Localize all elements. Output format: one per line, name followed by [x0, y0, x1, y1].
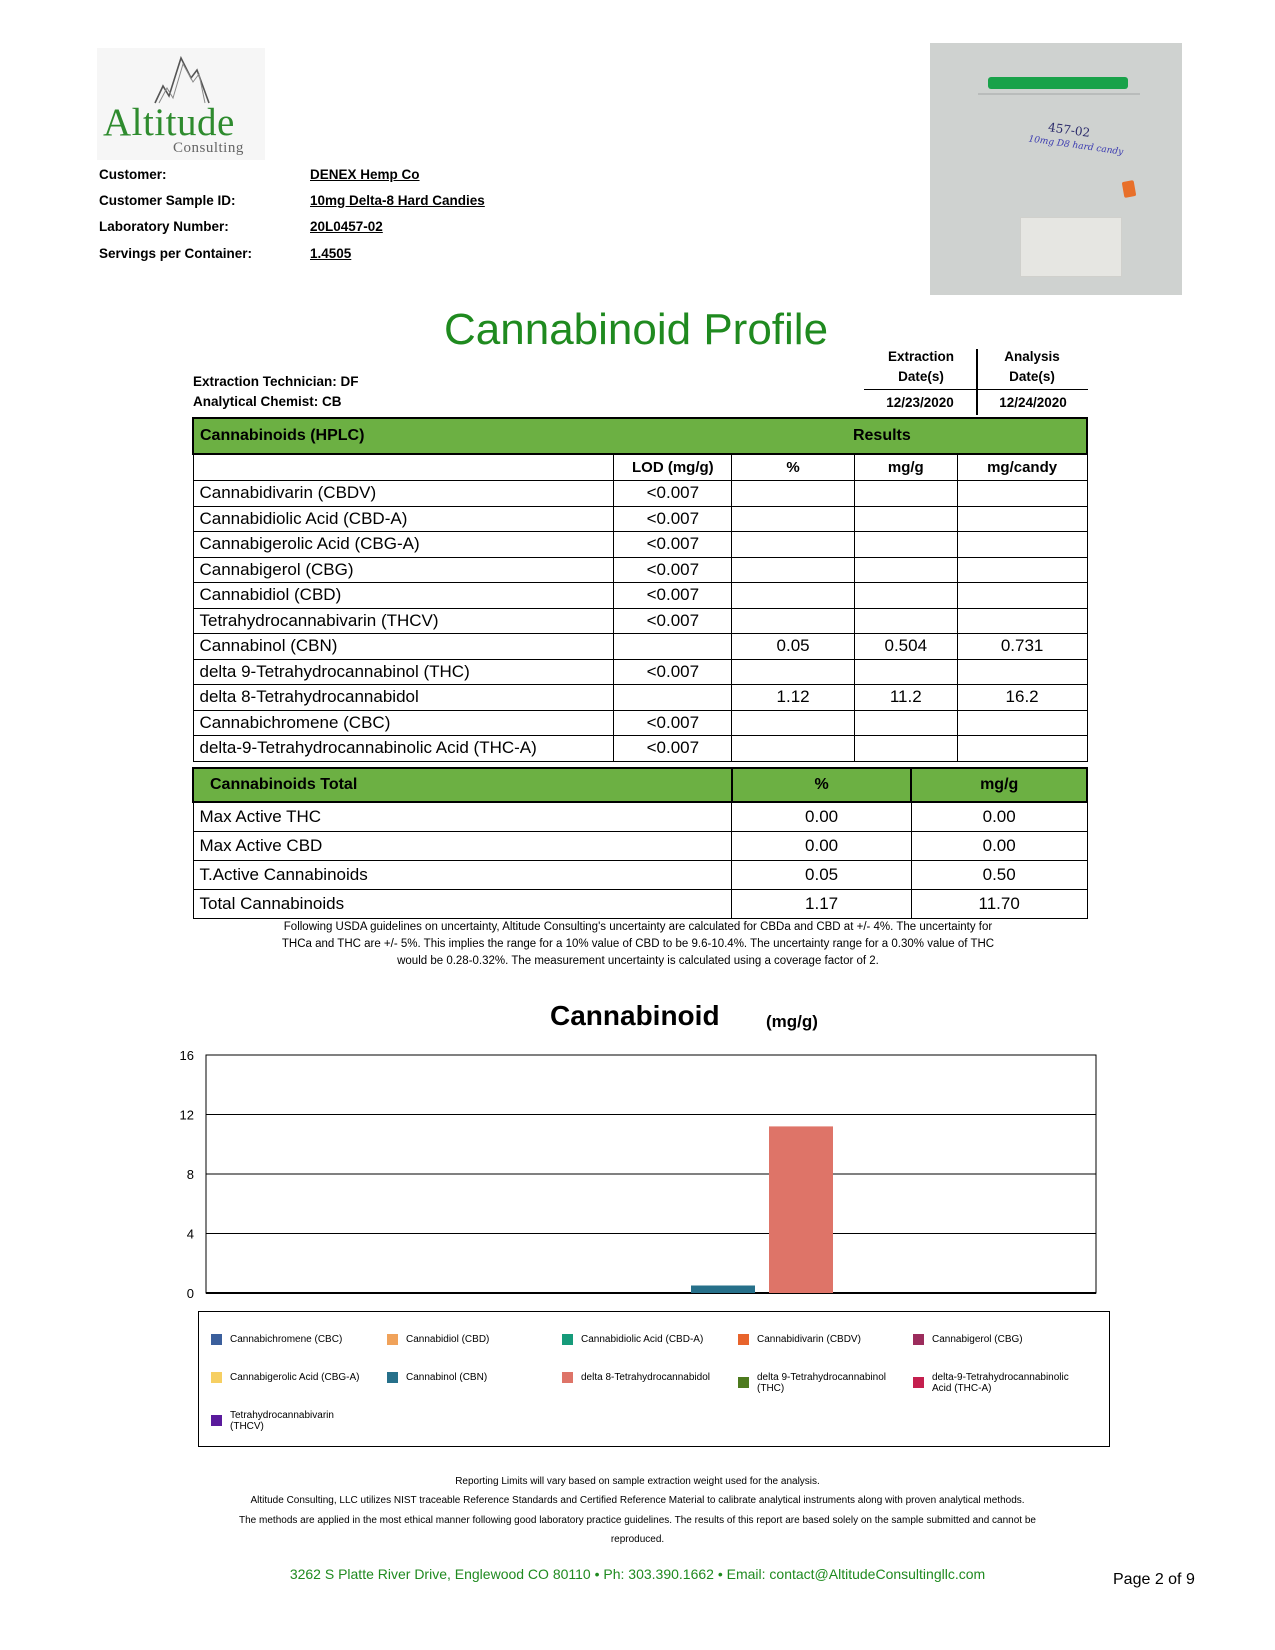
hplc-lod-value: <0.007	[614, 557, 732, 583]
analysis-head-line2: Date(s)	[1009, 369, 1055, 384]
footer-line-2: Altitude Consulting, LLC utilizes NIST traceable Reference Standards and Certified Reference Material to calibrate analytical instruments along with proven analytical methods.	[250, 1495, 1025, 1506]
y-tick-label: 8	[186, 1167, 194, 1182]
hplc-mg-candy-value: 16.2	[957, 685, 1087, 711]
legend-label-line1: Cannabidiolic Acid (CBD-A)	[581, 1334, 704, 1345]
zip-seal	[988, 77, 1128, 89]
totals-percent-column: %	[732, 768, 912, 802]
hplc-compound-name: Cannabinol (CBN)	[193, 634, 614, 660]
totals-mgg-value: 11.70	[911, 890, 1087, 919]
mountain-logo-icon	[97, 48, 265, 108]
sample-photo	[930, 43, 1182, 295]
uncertainty-line-1: Following USDA guidelines on uncertainty, Altitude Consulting's uncertainty are calculated for CBDa and CBD at +/- 4%. The uncertainty for	[283, 921, 993, 933]
legend-swatch	[913, 1334, 924, 1345]
legend-label	[581, 1334, 731, 1345]
hplc-lod-value: <0.007	[614, 710, 732, 736]
sample-id-label: Customer Sample ID:	[99, 193, 236, 208]
totals-table	[192, 767, 1088, 919]
date-rule	[864, 389, 1088, 390]
bar	[769, 1126, 833, 1293]
totals-mgg-value: 0.00	[911, 832, 1087, 861]
hplc-column-row	[193, 454, 1087, 481]
hplc-percent-value: 1.12	[732, 685, 855, 711]
hplc-compound-name: Cannabigerol (CBG)	[193, 557, 614, 583]
y-tick-label: 4	[186, 1226, 194, 1242]
sample-label-card	[1020, 217, 1122, 277]
photo-note-text: 10mg D8 hard candy	[1027, 134, 1124, 158]
analysis-date-header	[975, 347, 1089, 387]
bar	[691, 1286, 755, 1293]
legend-label-line1: Cannabidiol (CBD)	[406, 1334, 490, 1345]
legend-label-line1: Cannabigerol (CBG)	[932, 1334, 1023, 1345]
totals-mgg-value: 0.50	[911, 861, 1087, 890]
hplc-row	[193, 608, 1087, 634]
footer-line-3: The methods are applied in the most ethical manner following good laboratory practice guidelines. The results of this report are based solely on the sample submitted and cannot be	[239, 1515, 1036, 1526]
extraction-head-line2: Date(s)	[898, 369, 944, 384]
hplc-mgg-value	[854, 583, 957, 609]
totals-name: Max Active THC	[193, 802, 732, 832]
legend-swatch	[211, 1372, 222, 1383]
legend-swatch	[913, 1377, 924, 1388]
page-number: Page 2 of 9	[1113, 1571, 1195, 1588]
logo-sub: Consulting	[173, 140, 244, 156]
legend-label	[230, 1372, 380, 1383]
uncertainty-note	[232, 919, 1044, 970]
legend-swatch	[211, 1415, 222, 1426]
hplc-compound-name: Cannabigerolic Acid (CBG-A)	[193, 532, 614, 558]
hplc-compound-name: delta-9-Tetrahydrocannabinolic Acid (THC-A)	[193, 736, 614, 762]
hplc-results-table	[192, 417, 1088, 762]
legend-label-line2: Acid (THC-A)	[932, 1383, 992, 1394]
chart-unit: (mg/g)	[766, 1012, 818, 1031]
footer-line-4: reproduced.	[610, 1534, 665, 1545]
hplc-mg-candy-value	[957, 583, 1087, 609]
totals-name: Total Cannabinoids	[193, 890, 732, 919]
hplc-title: Cannabinoids (HPLC)	[193, 418, 732, 454]
hplc-compound-name: Cannabidiol (CBD)	[193, 583, 614, 609]
customer-value: DENEX Hemp Co	[310, 167, 420, 182]
hplc-name-column	[193, 454, 614, 481]
legend-label-line2: (THCV)	[230, 1421, 264, 1432]
hplc-lod-value: <0.007	[614, 736, 732, 762]
totals-percent-value: 0.00	[732, 802, 912, 832]
hplc-percent-value: 0.05	[732, 634, 855, 660]
hplc-percent-value	[732, 659, 855, 685]
hplc-compound-name: Cannabidivarin (CBDV)	[193, 481, 614, 507]
legend-label	[932, 1372, 1082, 1394]
legend-label	[757, 1334, 907, 1345]
customer-label: Customer:	[99, 167, 167, 182]
percent-column: %	[732, 454, 855, 481]
hplc-row	[193, 710, 1087, 736]
legend-label	[406, 1334, 556, 1345]
legend-label-line1: Cannabidivarin (CBDV)	[757, 1334, 861, 1345]
hplc-mg-candy-value	[957, 710, 1087, 736]
legend-swatch	[387, 1372, 398, 1383]
totals-percent-value: 0.00	[732, 832, 912, 861]
totals-mgg-column: mg/g	[911, 768, 1087, 802]
uncertainty-line-2: THCa and THC are +/- 5%. This implies the range for a 10% value of CBD to be 9.6-10.4%. The uncertainty range for a 0.30% value of THC	[281, 938, 995, 950]
y-tick-label: 16	[179, 1048, 194, 1063]
hplc-mg-candy-value	[957, 557, 1087, 583]
y-tick-label: 0	[186, 1286, 194, 1301]
company-logo	[97, 48, 265, 160]
legend-swatch	[738, 1334, 749, 1345]
legend-swatch	[738, 1377, 749, 1388]
legend-label	[230, 1410, 380, 1432]
hplc-row	[193, 506, 1087, 532]
results-label: Results	[732, 418, 1087, 454]
hplc-mg-candy-value	[957, 659, 1087, 685]
hplc-lod-value: <0.007	[614, 532, 732, 558]
hplc-mgg-value	[854, 532, 957, 558]
legend-swatch	[211, 1334, 222, 1345]
hplc-row	[193, 583, 1087, 609]
hplc-row	[193, 685, 1087, 711]
hplc-compound-name: Cannabidiolic Acid (CBD-A)	[193, 506, 614, 532]
totals-name: T.Active Cannabinoids	[193, 861, 732, 890]
legend-label-line1: Tetrahydrocannabivarin	[230, 1410, 334, 1421]
analysis-head-line1: Analysis	[1004, 349, 1060, 364]
hplc-mgg-value	[854, 481, 957, 507]
hplc-compound-name: Cannabichromene (CBC)	[193, 710, 614, 736]
servings-value: 1.4505	[310, 246, 352, 261]
hplc-lod-value: <0.007	[614, 608, 732, 634]
legend-label-line1: delta-9-Tetrahydrocannabinolic	[932, 1372, 1069, 1383]
hplc-percent-value	[732, 557, 855, 583]
hplc-mgg-value	[854, 608, 957, 634]
lab-number-label: Laboratory Number:	[99, 219, 229, 234]
hplc-mgg-value	[854, 506, 957, 532]
hplc-lod-value: <0.007	[614, 506, 732, 532]
hplc-mg-candy-value	[957, 481, 1087, 507]
lab-number-value: 20L0457-02	[310, 219, 383, 234]
hplc-lod-value: <0.007	[614, 481, 732, 507]
hplc-percent-value	[732, 506, 855, 532]
legend-swatch	[562, 1372, 573, 1383]
legend-label	[757, 1372, 907, 1394]
legend-label-line1: delta 9-Tetrahydrocannabinol	[757, 1372, 886, 1383]
hplc-mg-candy-value	[957, 608, 1087, 634]
totals-row	[193, 890, 1087, 919]
legend-label-line1: Cannabichromene (CBC)	[230, 1334, 343, 1345]
totals-title: Cannabinoids Total	[193, 768, 732, 802]
totals-row	[193, 832, 1087, 861]
footer-line-1: Reporting Limits will vary based on sample extraction weight used for the analysis.	[455, 1476, 820, 1487]
candy-sample	[1122, 180, 1137, 198]
hplc-compound-name: delta 8-Tetrahydrocannabidol	[193, 685, 614, 711]
hplc-mg-candy-value	[957, 506, 1087, 532]
hplc-row	[193, 634, 1087, 660]
legend-label-line2: (THC)	[757, 1383, 785, 1394]
legend-label	[581, 1372, 731, 1383]
mg-candy-column: mg/candy	[957, 454, 1087, 481]
hplc-title-row	[193, 418, 1087, 454]
hplc-row	[193, 736, 1087, 762]
hplc-percent-value	[732, 481, 855, 507]
analysis-date: 12/24/2020	[999, 395, 1067, 410]
legend-label-line1: delta 8-Tetrahydrocannabidol	[581, 1372, 710, 1383]
lod-column: LOD (mg/g)	[614, 454, 732, 481]
extraction-date: 12/23/2020	[886, 395, 954, 410]
cannabinoid-bar-chart	[170, 1045, 1110, 1305]
bag-edge	[978, 93, 1140, 95]
legend-label	[230, 1334, 380, 1345]
footer-address: 3262 S Platte River Drive, Englewood CO 80110 • Ph: 303.390.1662 • Email: contact@AltitudeConsultingllc.com	[289, 1566, 986, 1582]
sample-id-value: 10mg Delta-8 Hard Candies	[310, 193, 485, 208]
legend-label	[932, 1334, 1082, 1345]
chart-title: Cannabinoid	[550, 1000, 720, 1031]
hplc-compound-name: delta 9-Tetrahydrocannabinol (THC)	[193, 659, 614, 685]
mgg-column: mg/g	[854, 454, 957, 481]
page-title: Cannabinoid Profile	[444, 305, 829, 354]
hplc-lod-value: <0.007	[614, 583, 732, 609]
uncertainty-line-3: would be 0.28-0.32%. The measurement uncertainty is calculated using a coverage factor of 2.	[397, 955, 879, 967]
hplc-lod-value	[614, 634, 732, 660]
hplc-row	[193, 557, 1087, 583]
hplc-lod-value: <0.007	[614, 659, 732, 685]
hplc-mg-candy-value	[957, 532, 1087, 558]
hplc-mg-candy-value: 0.731	[957, 634, 1087, 660]
extraction-date-header	[864, 347, 978, 387]
photo-note-number: 457-02	[1047, 120, 1092, 140]
servings-label: Servings per Container:	[99, 246, 253, 261]
hplc-row	[193, 481, 1087, 507]
hplc-percent-value	[732, 608, 855, 634]
logo-brand: Altitude	[103, 101, 235, 144]
analytical-chemist: Analytical Chemist: CB	[193, 394, 342, 409]
hplc-lod-value	[614, 685, 732, 711]
hplc-mgg-value	[854, 557, 957, 583]
hplc-mgg-value: 11.2	[854, 685, 957, 711]
totals-row	[193, 802, 1087, 832]
hplc-percent-value	[732, 532, 855, 558]
hplc-mg-candy-value	[957, 736, 1087, 762]
totals-row	[193, 861, 1087, 890]
legend-swatch	[562, 1334, 573, 1345]
hplc-percent-value	[732, 583, 855, 609]
totals-title-row	[193, 768, 1087, 802]
hplc-percent-value	[732, 710, 855, 736]
totals-mgg-value: 0.00	[911, 802, 1087, 832]
hplc-compound-name: Tetrahydrocannabivarin (THCV)	[193, 608, 614, 634]
hplc-row	[193, 532, 1087, 558]
hplc-mgg-value	[854, 736, 957, 762]
hplc-mgg-value	[854, 710, 957, 736]
chart-legend	[198, 1311, 1110, 1447]
totals-percent-value: 0.05	[732, 861, 912, 890]
hplc-mgg-value: 0.504	[854, 634, 957, 660]
totals-name: Max Active CBD	[193, 832, 732, 861]
hplc-row	[193, 659, 1087, 685]
extraction-head-line1: Extraction	[887, 349, 955, 364]
totals-percent-value: 1.17	[732, 890, 912, 919]
hplc-percent-value	[732, 736, 855, 762]
y-tick-label: 12	[179, 1107, 194, 1123]
legend-swatch	[387, 1334, 398, 1345]
legend-label	[406, 1372, 556, 1383]
legend-label-line1: Cannabinol (CBN)	[406, 1372, 488, 1383]
hplc-mgg-value	[854, 659, 957, 685]
extraction-technician: Extraction Technician: DF	[193, 374, 359, 389]
legend-label-line1: Cannabigerolic Acid (CBG-A)	[230, 1372, 360, 1383]
